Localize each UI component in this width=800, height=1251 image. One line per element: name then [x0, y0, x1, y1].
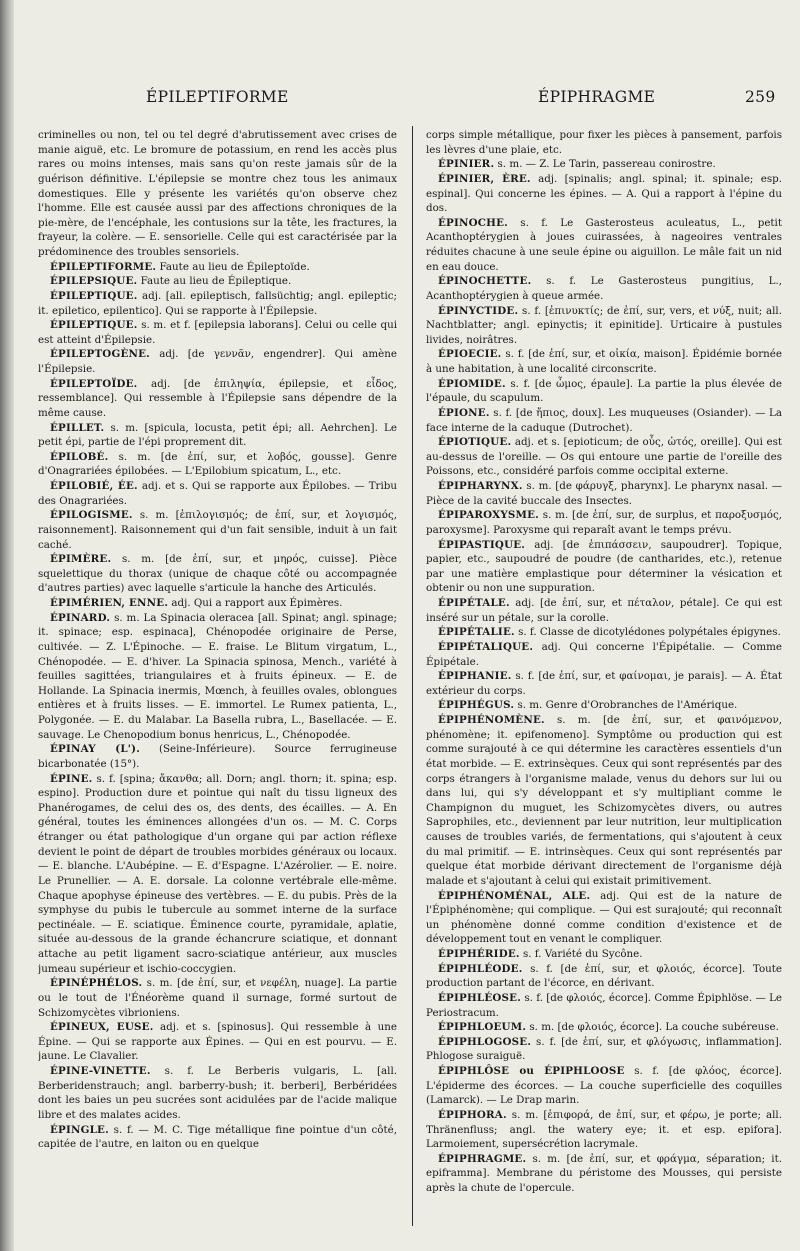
entry-definition: s. m. [de ἐπί, sur, et φράγμα, séparation; it. epiframma]. Membrane du péristome des Mousses, qui persiste après la chute de l'opercule. — [426, 1152, 782, 1194]
running-header — [0, 88, 800, 114]
entry-headword: ÉPIMÉRIEN, ENNE. — [50, 597, 169, 609]
entry-definition: corps simple métallique, pour fixer les pièces à pansement, parfois les lèvres d'une plaie, etc. — [426, 129, 782, 156]
entry-headword: ÉPIPHRAGME. — [438, 1152, 527, 1165]
entry-definition: adj. et s. [epioticum; de οὖς, ὠτός, oreille]. Qui est au-dessus de l'oreille. — Os qui entoure une partie de l'oreille des Poissons, etc., considéré parfois comme occipital externe. — [426, 436, 782, 478]
entry-definition: s. f. [de ἤπιος, doux]. Les muqueuses (Osiander). — La face interne de la caduque (Dutrochet). — [426, 406, 782, 434]
entry-headword: ÉPINE-VINETTE. — [50, 1065, 151, 1077]
dictionary-entry — [38, 742, 397, 771]
entry-definition: s. f. [ἐπινυκτίς; de ἐπί, sur, vers, et νύξ, nuit; all. Nachtblatter; angl. epinyctis; it epinitide]. Urticaire à pustules livides, noirâtres. — [426, 304, 782, 346]
dictionary-entry — [38, 479, 397, 508]
dictionary-entry — [426, 406, 782, 435]
entry-headword: ÉPILOBÉ. — [50, 450, 109, 463]
dictionary-entry — [426, 991, 782, 1020]
entry-headword: ÉPINÉPHÉLOS. — [50, 977, 143, 990]
dictionary-entry — [426, 947, 782, 962]
entry-headword: ÉPIPÉTALIQUE. — [438, 640, 534, 653]
entry-headword: ÉPIMÈRE. — [50, 553, 112, 566]
dictionary-entry — [426, 596, 782, 625]
entry-definition: adj. Qui a rapport aux Épimères. — [171, 597, 343, 609]
entry-definition: s. m. [de ἐπί, sur, et λοβός, gousse]. Genre d'Onagrariées épilobées. — L'Epilobium spicatum, L., etc. — [38, 450, 397, 478]
entry-headword: ÉPIPHLÉOSE. — [438, 991, 522, 1004]
dictionary-entry — [38, 976, 397, 1020]
dictionary-entry — [38, 508, 397, 552]
entry-definition: s. m. [de ἐπί, sur, et φαινόμενον, phénomène; it. epifenomeno]. Symptôme ou production qui est comme surajouté à ce qui détermine les caractères essentiels d'un état morbide. — E. extrinsèques. Ceux qui sont représentés par des corps étrangers à l'organisme malade, venus du dehors sur lui ou dans lui, qui s'y développant et s'y multipliant comme le Champignon du muguet, les Schizomycètes divers, ou autres Saprophiles, etc., deviennent par leur nutrition, leur multiplication causes de troubles variés, de fermentations, qui s'ajoutent à ceux du mal primitif. — E. intrinsèques. Ceux qui sont représentés par quelque état morbide dérivant directement de l'organisme déjà malade et s'ajoutant à celui qui existait primitivement. — [426, 714, 782, 887]
dictionary-entry — [38, 260, 397, 275]
entry-definition: adj. [all. epileptisch, fallsüchtig; angl. epileptic; it. epiletico, epilentico]. Qui se rapporte à l'Épilepsie. — [38, 289, 397, 317]
entry-definition: (Seine-Inférieure). Source ferrugineuse bicarbonatée (15°). — [38, 743, 397, 770]
entry-headword: ÉPILLET. — [50, 421, 105, 434]
entry-headword: ÉPIONE. — [438, 406, 490, 419]
entry-headword: ÉPINEUX, EUSE. — [50, 1021, 154, 1034]
dictionary-entry — [38, 596, 397, 611]
dictionary-entry — [426, 274, 782, 303]
entry-headword: ÉPIPHÉNOMÈNE. — [438, 714, 545, 726]
entry-definition: s. f. [de ἐπί, sur, et οἰκία, maison]. Épidémie bornée à une habitation, à une localité circonscrite. — [426, 348, 782, 375]
entry-definition: s. f. Classe de dicotylédones polypétales épigynes. — [518, 626, 781, 639]
entry-headword: ÉPIOMIDE. — [438, 377, 506, 390]
entry-definition: s. m. Genre d'Orobranches de l'Amérique. — [517, 699, 738, 712]
entry-headword: ÉPILEPTOÏDE. — [50, 377, 138, 390]
dictionary-entry — [38, 274, 397, 289]
entry-definition: s. m. [de ἐπί, sur, de surplus, et παροξυσμός, paroxysme]. Paroxysme qui reparaît avant le temps prévu. — [426, 509, 782, 536]
dictionary-entry — [38, 347, 397, 376]
dictionary-entry — [38, 421, 397, 450]
entry-definition: adj. Qui concerne l'Épipétalie. — Comme Épipétale. — [426, 640, 782, 668]
entry-definition: s. m. [ἐπιλογισμός; de ἐπί, sur, et λογισμός, raisonnement]. Raisonnement qui d'un fait sensible, induit à un fait caché. — [38, 509, 397, 551]
entry-headword: ÉPIPAROXYSME. — [438, 509, 539, 522]
entry-headword: ÉPIPHLOEUM. — [438, 1021, 527, 1034]
entry-definition: s. f. Le Gasterosteus pungitius, L., Acanthoptérygien à queue armée. — [426, 275, 782, 302]
header-right-title: ÉPIPHRAGME — [538, 88, 656, 106]
entry-definition: s. f. [de ἐπί, sur, et φαίνομαι, je parais]. — A. État extérieur du corps. — [426, 670, 782, 697]
entry-definition: s. m. [de φλοιός, écorce]. La couche subéreuse. — [529, 1021, 779, 1034]
dictionary-entry — [426, 216, 782, 275]
entry-headword: ÉPIOTIQUE. — [438, 436, 512, 449]
entry-headword: ÉPINAY (L'). — [50, 743, 141, 756]
entry-headword: ÉPILEPTIFORME. — [50, 260, 157, 273]
entry-headword: ÉPIPHÉNOMÉNAL, ALE. — [438, 889, 591, 902]
entry-headword: ÉPINOCHE. — [438, 216, 508, 229]
entry-definition: s. f. — M. C. Tige métallique fine pointue d'un côté, capitée de l'autre, en laiton ou en quelque — [38, 1123, 397, 1151]
dictionary-entry — [426, 1064, 782, 1108]
entry-headword: ÉPINGLE. — [50, 1123, 109, 1136]
dictionary-entry — [426, 479, 782, 508]
entry-definition: s. f. Le Berberis vulgaris, L. [all. Berberidenstrauch; angl. barberry-bush; it. berberi], Berbéridées dont les baies un peu sucrées sont acidulées par de l'acide malique libre et des malates acides. — [38, 1065, 397, 1121]
dictionary-entry — [426, 128, 782, 157]
dictionary-entry — [426, 1152, 782, 1196]
header-left-title: ÉPILEPTIFORME — [146, 88, 289, 106]
entry-definition: s. f. [spina; ἄκανθα; all. Dorn; angl. thorn; it. spina; esp. espino]. Production dure et pointue qui naît du tissu ligneux des Phanérogames, de celui des os, des dents, des écailles. — A. En général, toutes les éminences allongées d'un os. — M. C. Corps étranger ou état pathologique d'un organe qui par action réflexe devient le point de départ de troubles morbides généraux ou locaux. — E. blanche. L'Aubépine. — E. d'Espagne. L'Azérolier. — E. noire. Le Prunellier. — A. E. dorsale. La colonne vertébrale elle-même. Chaque apophyse épineuse des vertèbres. — E. du pubis. Près de la symphyse du pubis le tubercule au sommet interne de la surface pectinéale. — E. sciatique. Éminence courte, pyramidale, aplatie, située au-dessous de la grande échancrure sciatique, et donnant attache au petit ligament sacro-sciatique antérieur, aux muscles jumeau supérieur et ischio-coccygien. — [38, 772, 397, 975]
dictionary-entry — [38, 377, 397, 421]
entry-headword: ÉPINE. — [50, 772, 93, 785]
dictionary-entry — [38, 611, 397, 743]
entry-headword: ÉPINIER, ÈRE. — [438, 172, 531, 185]
dictionary-entry — [38, 1020, 397, 1064]
dictionary-entry — [426, 172, 782, 216]
entry-headword: ÉPIPHARYNX. — [438, 480, 523, 492]
dictionary-entry — [38, 128, 397, 260]
dictionary-entry — [38, 552, 397, 596]
entry-headword: ÉPIPHLÔSE ou ÉPIPHLOOSE — [438, 1065, 625, 1077]
entry-definition: adj. et s. [spinosus]. Qui ressemble à une Épine. — Qui se rapporte aux Épines. — Qui en est pourvu. — E. jaune. Le Clavalier. — [38, 1021, 397, 1063]
entry-headword: ÉPIPÉTALIE. — [438, 626, 515, 639]
entry-definition: Faute au lieu de Épileptoïde. — [159, 260, 310, 273]
left-column — [38, 128, 397, 1243]
entry-definition: adj. [de ἐπιπάσσειν, saupoudrer]. Topique, papier, etc., saupoudré de poudre (de cantharides, etc.), retenue par une matière emplastique pour déterminer la vésication et obtenir ou non une suppuration. — [426, 538, 782, 595]
entry-headword: ÉPIPHÉGUS. — [438, 699, 515, 712]
entry-definition: s. f. Variété du Sycône. — [522, 948, 643, 960]
entry-definition: criminelles ou non, tel ou tel degré d'abrutissement avec crises de manie aiguë, etc. Le bromure de potassium, en rend les accès plus rares ou moins intenses, mais sans qu'on reste jamais sûr de la guérison définitive. L'épilepsie se montre chez tous les animaux domestiques. Elle y présente les variétés qu'on observe chez l'homme. Elle est causée aussi par des affections chroniques de la pie-mère, de l'encéphale, les contusions sur la tête, les fractures, la frayeur, la colère. — E. sensorielle. Celle qui est caractérisée par la prédominence des troubles sensoriels. — [38, 129, 397, 258]
entry-definition: s. f. [de ἐπί, sur, et φλόγωσις, inflammation]. Phlogose suraiguë. — [426, 1035, 782, 1063]
entry-definition: s. m. [de ἐπί, sur, et νεφέλη, nuage]. La partie ou le tout de l'Énéorème quand il surnage, formé surtout de Schizomycètes vibrioniens. — [38, 977, 397, 1019]
dictionary-entry — [426, 669, 782, 698]
entry-definition: s. m. [ἐπιφορά, de ἐπί, sur, et φέρω, je porte; all. Thränenfluss; angl. the watery eye; it. et esp. epifora]. Larmoiement, supersécrétion lacrymale. — [426, 1108, 782, 1151]
entry-headword: ÉPIPHLÉODE. — [438, 962, 523, 975]
dictionary-entry — [426, 698, 782, 713]
dictionary-entry — [426, 1020, 782, 1035]
entry-definition: s. f. [de φλόος, écorce]. L'épiderme des écorces. — La couche superficielle des coquilles (Lamarck). — Le Drap marin. — [426, 1065, 782, 1107]
entry-headword: ÉPINYCTIDE. — [438, 304, 519, 317]
dictionary-entry — [426, 1108, 782, 1152]
page-number: 259 — [745, 88, 776, 106]
dictionary-entry — [426, 304, 782, 348]
dictionary-entry — [426, 347, 782, 376]
entry-definition: s. f. [de ἐπί, sur, et φλοιός, écorce]. Toute production partant de l'écorce, en dérivant. — [426, 962, 782, 990]
dictionary-entry — [426, 625, 782, 640]
entry-definition: s. f. [de φλοιός, écorce]. Comme Épiphlöse. — Le Periostracum. — [426, 991, 782, 1019]
entry-definition: adj. [de γεννᾶν, engendrer]. Qui amène l'Épilepsie. — [38, 348, 397, 375]
entry-definition: s. f. Le Gasterosteus aculeatus, L., petit Acanthoptérygien à joues cuirassées, à nageoires ventrales réduites chacune à une seule épine ou aiguillon. Le mâle fait un nid en eau douce. — [426, 216, 782, 273]
dictionary-entry — [426, 435, 782, 479]
entry-definition: adj. [de ἐπιληψία, épilepsie, et εἶδος, ressemblance]. Qui ressemble à l'Épilepsie sans dépendre de la même cause. — [38, 377, 397, 419]
dictionary-entry — [38, 318, 397, 347]
column-divider — [412, 126, 413, 1226]
entry-headword: ÉPIPHLOGOSE. — [438, 1035, 532, 1048]
dictionary-entry — [426, 962, 782, 991]
entry-definition: adj. [de ἐπί, sur, et πέταλον, pétale]. Ce qui est inséré sur un pétale, sur la corolle. — [426, 597, 782, 624]
entry-definition: s. m. [spicula, locusta, petit épi; all. Aehrchen]. Le petit épi, partie de l'épi proprement dit. — [38, 421, 397, 449]
entry-headword: ÉPILEPTOGÈNE. — [50, 348, 150, 361]
entry-definition: s. m. et f. [epilepsia laborans]. Celui ou celle qui est atteint d'Épilepsie. — [38, 319, 397, 346]
dictionary-entry — [426, 538, 782, 597]
entry-headword: ÉPILOBIÉ, ÉE. — [50, 480, 138, 492]
entry-definition: adj. et s. Qui se rapporte aux Épilobes. — Tribu des Onagrariées. — [38, 480, 397, 507]
dictionary-entry — [38, 289, 397, 318]
dictionary-entry — [426, 508, 782, 537]
entry-definition: s. f. [de ὦμος, épaule]. La partie la plus élevée de l'épaule, du scapulum. — [426, 377, 782, 405]
dictionary-entry — [38, 1064, 397, 1123]
right-column — [426, 128, 782, 1223]
entry-definition: s. m. [de ἐπί, sur, et μηρός, cuisse]. Pièce squelettique du thorax (unique de chaque côté ou accompagnée d'autres parties) avec laquelle s'articule la hanche des Articulés. — [38, 553, 397, 595]
entry-headword: ÉPINARD. — [50, 611, 111, 624]
entry-definition: adj. Qui est de la nature de l'Épiphénomène; qui complique. — Qui est surajouté; qui reconnaît un phénomène donné comme condition d'existence et de développement tout en venant le compliquer. — [426, 889, 782, 946]
entry-definition: s. m. [de φάρυγξ, pharynx]. Le pharynx nasal. — Pièce de la cavité buccale des Insectes. — [426, 480, 782, 507]
entry-headword: ÉPILOGISME. — [50, 509, 133, 522]
entry-headword: ÉPINIER. — [438, 158, 495, 171]
entry-headword: ÉPIPHÉRIDE. — [438, 948, 520, 960]
entry-headword: ÉPILEPSIQUE. — [50, 275, 138, 288]
dictionary-entry — [38, 1123, 397, 1152]
dictionary-entry — [426, 713, 782, 889]
entry-headword: ÉPINOCHETTE. — [438, 275, 532, 288]
dictionary-entry — [426, 889, 782, 948]
dictionary-entry — [426, 640, 782, 669]
dictionary-entry — [38, 450, 397, 479]
dictionary-entry — [426, 1035, 782, 1064]
entry-headword: ÉPIPASTIQUE. — [438, 538, 526, 551]
dictionary-entry — [426, 157, 782, 172]
book-spine-shadow — [0, 0, 14, 1251]
entry-definition: s. m. La Spinacia oleracea [all. Spinat; angl. spinage; it. spinace; esp. espinaca], Chénopodée originaire de Perse, cultivée. — Z. L'Épinoche. — E. fraise. Le Blitum virgatum, L., Chénopodée. — E. d'hiver. La Spinacia spinosa, Mench., variété à feuilles sagittées, triangulaires et à fruits épineux. — E. de Hollande. La Spinacia inermis, Mœnch, à feuilles ovales, oblongues entières et à fruits lisses. — E. immortel. Le Rumex patienta, L., Polygonée. — E. du Malabar. La Basella rubra, L., Basellacée. — E. sauvage. Le Chenopodium bonus henricus, L., Chénopodée. — [38, 611, 397, 741]
entry-headword: ÉPILEPTIQUE. — [50, 319, 138, 332]
entry-headword: ÉPIOECIE. — [438, 348, 502, 361]
entry-headword: ÉPILEPTIQUE. — [50, 289, 138, 302]
dictionary-entry — [38, 772, 397, 977]
entry-definition: s. m. — Z. Le Tarin, passereau conirostre. — [497, 158, 716, 171]
entry-definition: adj. [spinalis; angl. spinal; it. spinale; esp. espinal]. Qui concerne les épines. — A. Qui a rapport à l'épine du dos. — [426, 172, 782, 215]
entry-headword: ÉPIPÉTALE. — [438, 597, 510, 609]
entry-headword: ÉPIPHORA. — [438, 1108, 507, 1121]
dictionary-entry — [426, 377, 782, 406]
entry-headword: ÉPIPHANIE. — [438, 670, 512, 683]
entry-definition: Faute au lieu de Épileptique. — [140, 275, 292, 288]
